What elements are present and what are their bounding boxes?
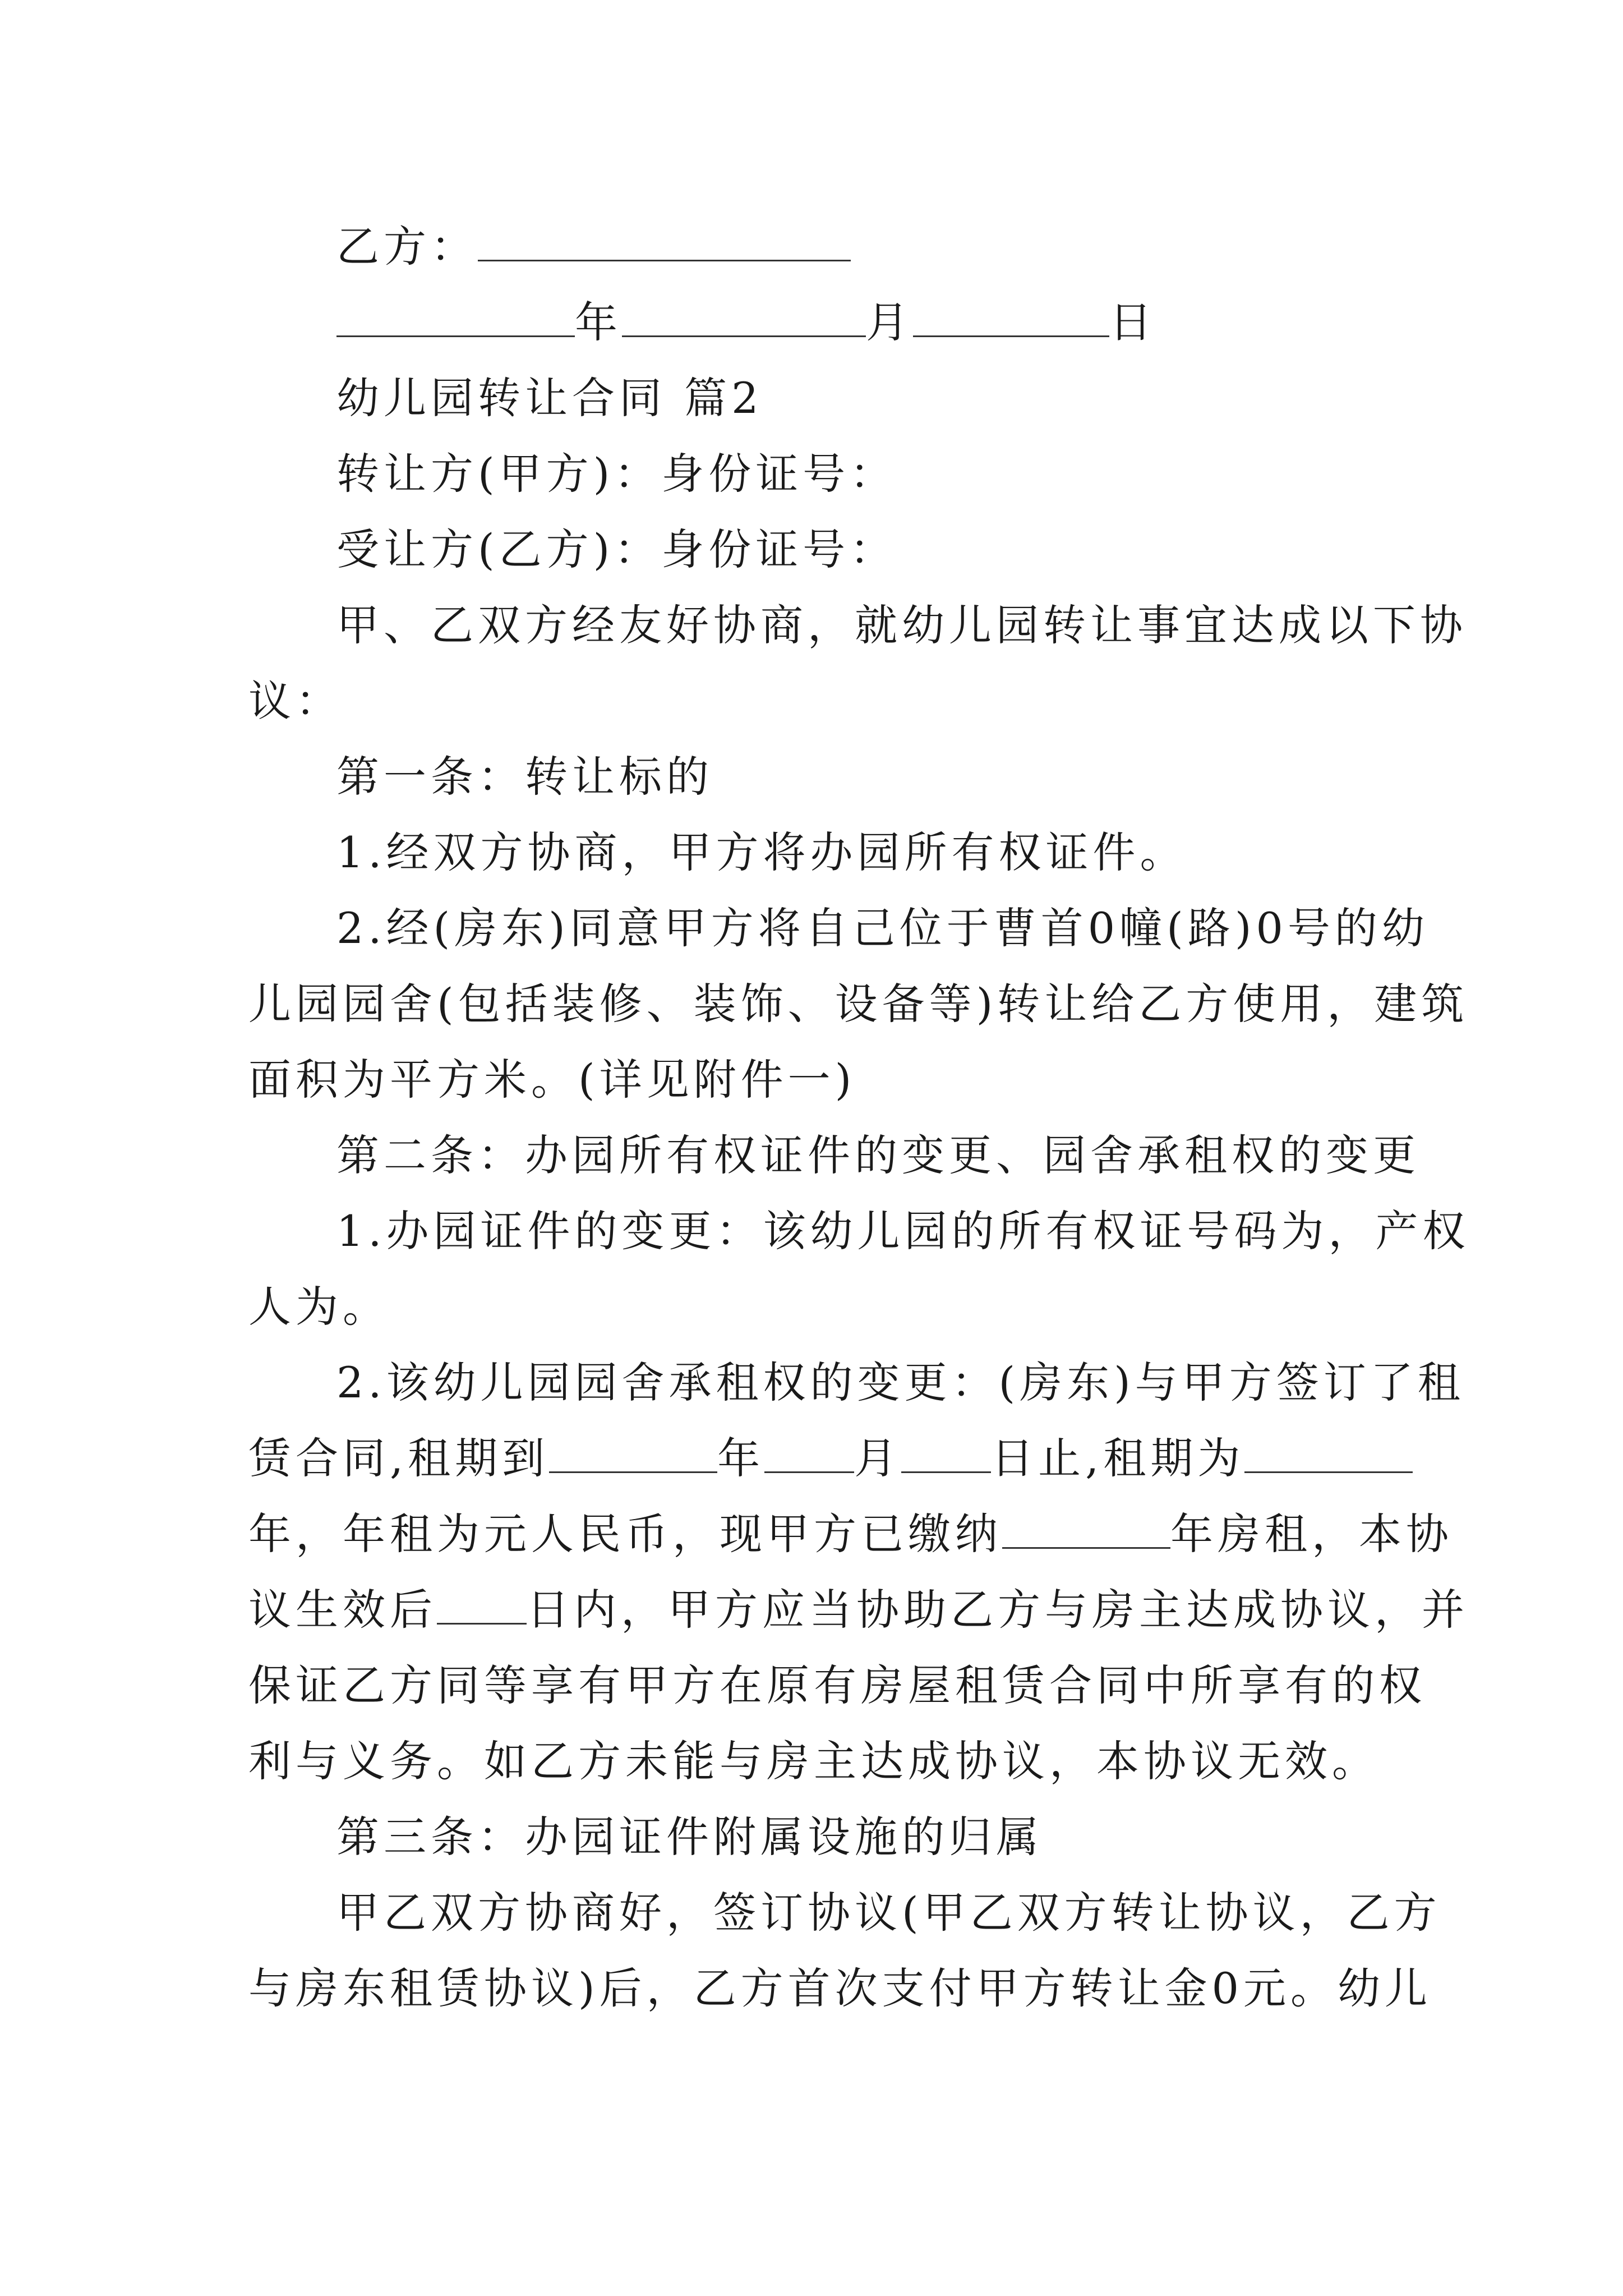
month-label: 月 (866, 297, 913, 347)
lease-end-year-blank (549, 1432, 717, 1473)
article3-p1-line1: 甲乙双方协商好，签订协议(甲乙双方转让协议，乙方 (336, 1888, 1441, 1938)
article1-item2-line1: 2.经(房东)同意甲方将自己位于曹首0幢(路)0号的幼 (336, 903, 1429, 953)
year-label: 年 (575, 297, 622, 347)
paid-years-blank (1002, 1508, 1170, 1549)
article2-item2-line5: 保证乙方同等享有甲方在原有房屋租赁合同中所享有的权 (248, 1660, 1426, 1710)
lease-end-month-blank (764, 1432, 854, 1473)
article3-heading: 第三条：办园证件附属设施的归属 (336, 1812, 1043, 1862)
article1-item2-line2: 儿园园舍(包括装修、装饰、设备等)转让给乙方使用，建筑 (248, 979, 1469, 1029)
intro-line-2: 议： (248, 676, 343, 726)
article2-item1-line1: 1.办园证件的变更：该幼儿园的所有权证号码为，产权 (336, 1206, 1470, 1256)
article2-item1-line2: 人为。 (248, 1282, 390, 1332)
article2-item2-line4: 议生效后 日内，甲方应当协助乙方与房主达成协议，并 (248, 1585, 1469, 1635)
month-blank (622, 296, 866, 337)
article2-item2-line3: 年，年租为元人民币，现甲方已缴纳 年房租，本协 (248, 1509, 1453, 1559)
transferee-line: 受让方(乙方)：身份证号： (336, 524, 897, 574)
day-label: 日 (1109, 297, 1156, 347)
year-blank (336, 296, 575, 337)
article1-heading: 第一条：转让标的 (336, 752, 713, 802)
lease-end-day-blank (901, 1432, 991, 1473)
section-title: 幼儿园转让合同 篇2 (336, 373, 763, 423)
article1-item1: 1.经双方协商，甲方将办园所有权证件。 (336, 827, 1187, 877)
days-blank (437, 1584, 527, 1625)
party-b-signature-line (336, 219, 851, 275)
article2-heading: 第二条：办园所有权证件的变更、园舍承租权的变更 (336, 1130, 1420, 1180)
transferor-line: 转让方(甲方)：身份证号： (336, 449, 897, 499)
intro-line-1: 甲、乙双方经友好协商，就幼儿园转让事宜达成以下协 (336, 600, 1467, 650)
day-blank (913, 296, 1109, 337)
article2-item2-line1: 2.该幼儿园园舍承租权的变更：(房东)与甲方签订了租 (336, 1358, 1465, 1407)
date-line (336, 295, 1156, 351)
article1-item2-line3: 面积为平方米。(详见附件一) (248, 1055, 856, 1105)
article2-item2-line6: 利与义务。如乙方未能与房主达成协议，本协议无效。 (248, 1736, 1379, 1786)
party-b-label: 乙方： (336, 222, 478, 272)
lease-term-blank (1244, 1432, 1413, 1473)
article3-p1-line2: 与房东租赁协议)后，乙方首次支付甲方转让金0元。幼儿 (248, 1963, 1432, 2013)
article2-item2-line2: 赁合同,租期到 年 月 日止,租期为 (248, 1430, 1413, 1487)
party-b-blank (478, 220, 851, 261)
